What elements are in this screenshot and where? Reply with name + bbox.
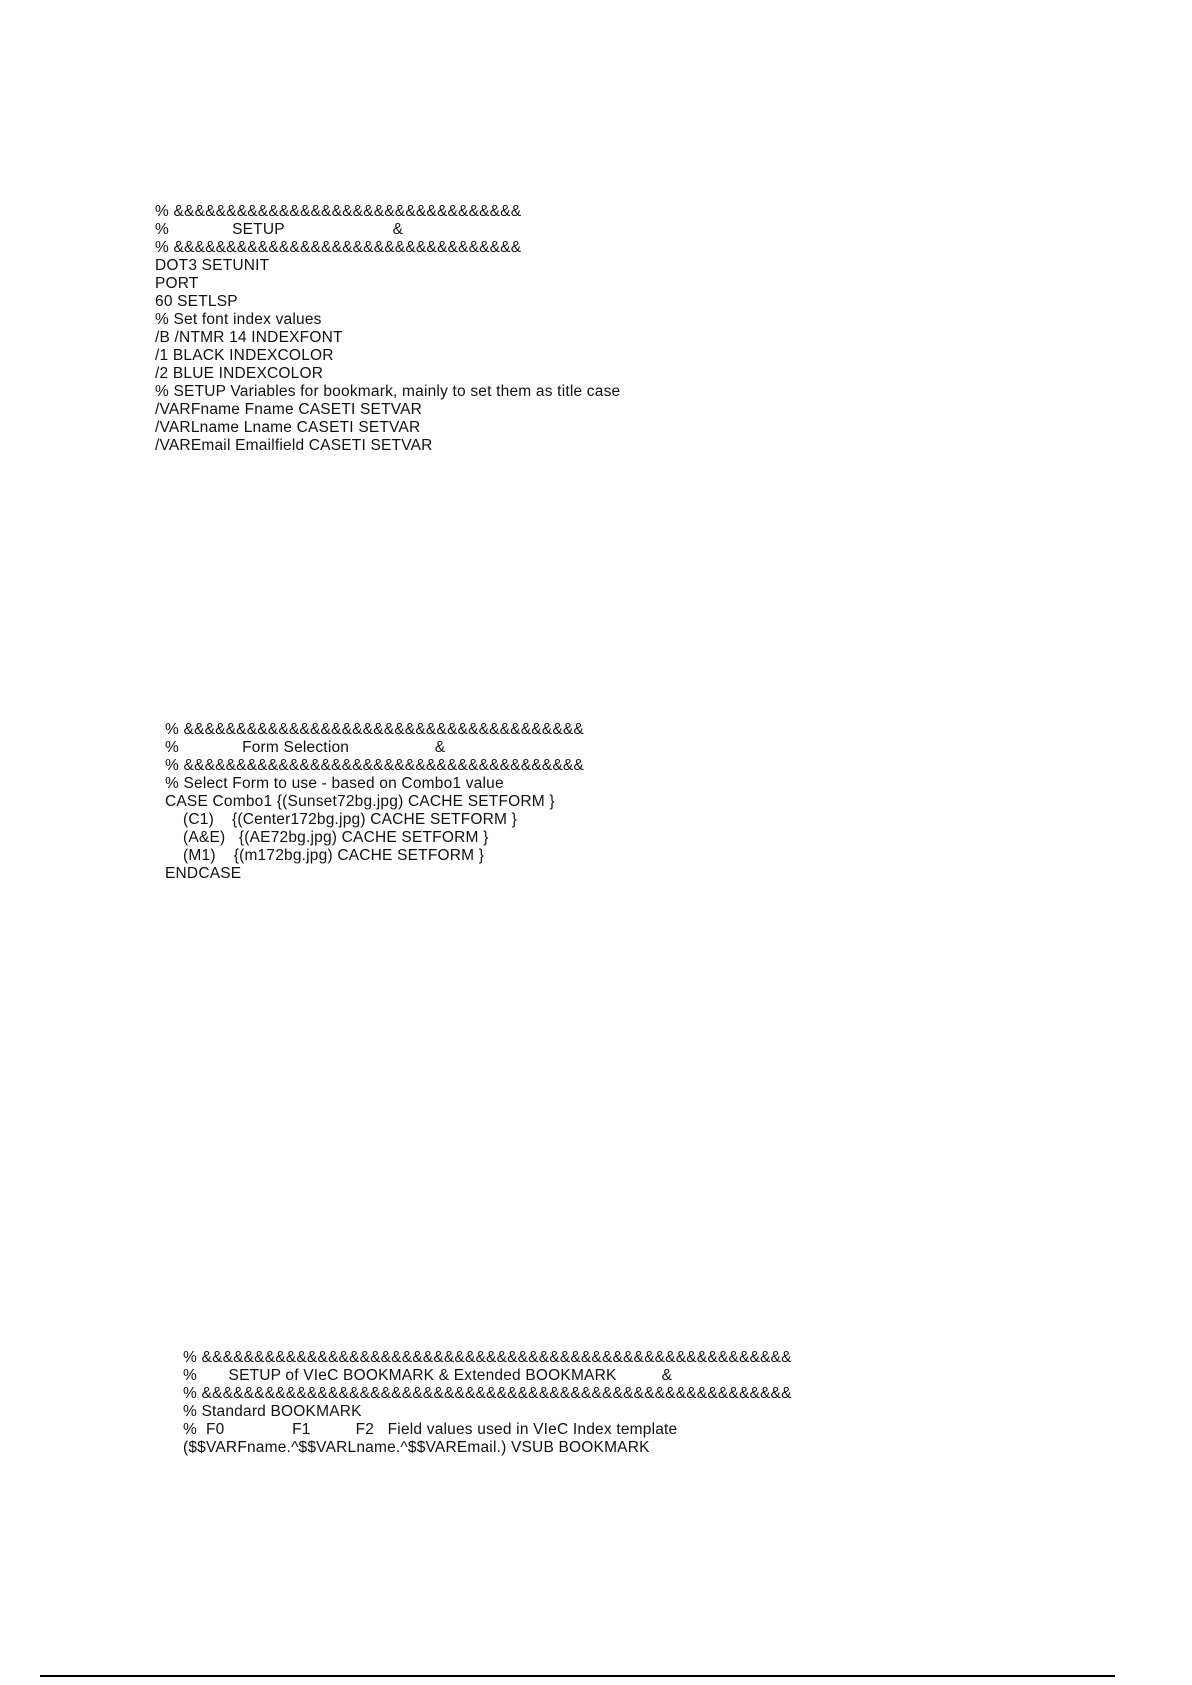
- code-line: /VARLname Lname CASETI SETVAR: [155, 419, 421, 436]
- code-line: % Form Selection &: [165, 739, 446, 756]
- code-line: /VARFname Fname CASETI SETVAR: [155, 401, 423, 418]
- code-line: % SETUP of VIeC BOOKMARK & Extended BOOKMARK &: [183, 1367, 673, 1384]
- code-line: % Standard BOOKMARK: [183, 1403, 362, 1420]
- code-line: % SETUP Variables for bookmark, mainly to set them as title case: [155, 383, 621, 400]
- code-line: % Select Form to use - based on Combo1 value: [165, 775, 504, 792]
- bookmark-code-block: [183, 1349, 792, 1457]
- code-line: PORT: [155, 275, 199, 292]
- footer-divider: [40, 1675, 1115, 1677]
- setup-code-block: [155, 203, 620, 455]
- code-line: ENDCASE: [165, 865, 242, 882]
- code-line: % &&&&&&&&&&&&&&&&&&&&&&&&&&&&&&&&&&&&&&&&&&&&&&&&&&&&&&&&: [183, 1385, 792, 1402]
- code-line: % &&&&&&&&&&&&&&&&&&&&&&&&&&&&&&&&&&&&&&: [165, 721, 584, 738]
- code-line: (A&E) {(AE72bg.jpg) CACHE SETFORM }: [165, 829, 489, 846]
- code-line: % SETUP &: [155, 221, 404, 238]
- code-line: % &&&&&&&&&&&&&&&&&&&&&&&&&&&&&&&&&&&&&&&&&&&&&&&&&&&&&&&&: [183, 1349, 792, 1366]
- code-line: % &&&&&&&&&&&&&&&&&&&&&&&&&&&&&&&&&: [155, 239, 522, 256]
- code-line: DOT3 SETUNIT: [155, 257, 270, 274]
- code-line: % F0 F1 F2 Field values used in VIeC Index template: [183, 1421, 678, 1438]
- code-line: /2 BLUE INDEXCOLOR: [155, 365, 324, 382]
- code-line: 60 SETLSP: [155, 293, 238, 310]
- code-line: % &&&&&&&&&&&&&&&&&&&&&&&&&&&&&&&&&&&&&&: [165, 757, 584, 774]
- code-line: CASE Combo1 {(Sunset72bg.jpg) CACHE SETFORM }: [165, 793, 555, 810]
- form-selection-code-block: [165, 721, 584, 883]
- code-line: % &&&&&&&&&&&&&&&&&&&&&&&&&&&&&&&&&: [155, 203, 522, 220]
- code-line: /1 BLACK INDEXCOLOR: [155, 347, 334, 364]
- code-line: /B /NTMR 14 INDEXFONT: [155, 329, 343, 346]
- code-line: (M1) {(m172bg.jpg) CACHE SETFORM }: [165, 847, 485, 864]
- code-line: /VAREmail Emailfield CASETI SETVAR: [155, 437, 433, 454]
- code-line: (C1) {(Center172bg.jpg) CACHE SETFORM }: [165, 811, 518, 828]
- code-line: % Set font index values: [155, 311, 322, 328]
- code-line: ($$VARFname.^$$VARLname.^$$VAREmail.) VSUB BOOKMARK: [183, 1439, 650, 1456]
